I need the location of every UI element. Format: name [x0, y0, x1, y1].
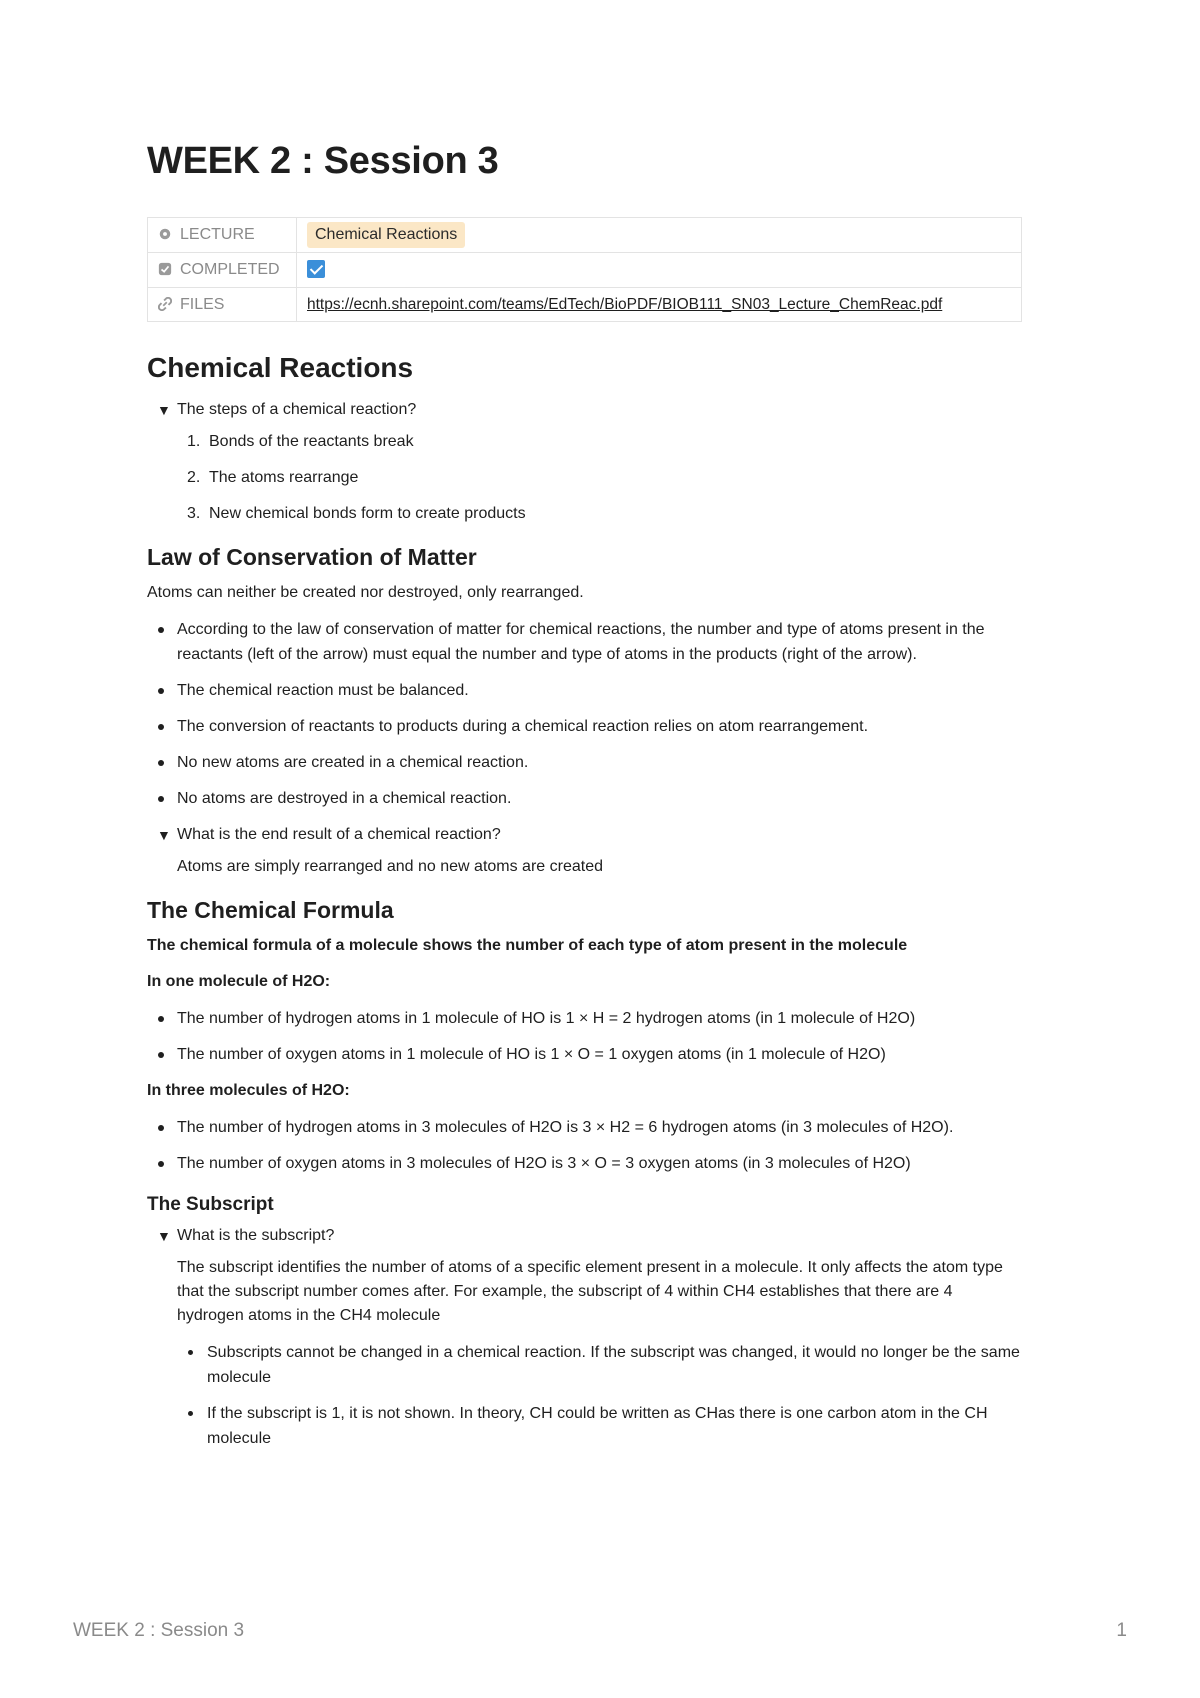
conservation-intro: Atoms can neither be created nor destroyed, only rearranged. [147, 584, 584, 601]
toggle-subscript-body [147, 1256, 1022, 1451]
property-key-files [148, 288, 297, 322]
formula-lead: The chemical formula of a molecule shows the number of each type of atom present in the molecule [147, 937, 908, 954]
list-item [177, 502, 1022, 526]
list-item: According to the law of conservation of matter for chemical reactions, the number and type of atoms present in the reactants (left of the arrow) must equal the number and type of atoms in the products (right of the arrow). [147, 617, 1022, 667]
subscript-list [177, 1340, 1022, 1451]
list-item: The number of oxygen atoms in 3 molecules of H2O is 3 × O = 3 oxygen atoms (in 3 molecules of H2O) [147, 1151, 1022, 1176]
page-content [147, 140, 1022, 1469]
property-key-lecture [148, 218, 297, 253]
toggle-end-result-body [147, 855, 1022, 879]
toggle-triangle-icon[interactable]: ▼ [157, 827, 171, 843]
list-item: The conversion of reactants to products during a chemical reaction relies on atom rearrangement. [147, 714, 1022, 739]
lecture-tag[interactable]: Chemical Reactions [307, 222, 465, 248]
property-label: LECTURE [180, 226, 255, 243]
list-item [177, 430, 1022, 454]
property-key-completed [148, 253, 297, 288]
three-molecules-label: In three molecules of H2O: [147, 1082, 350, 1099]
heading-conservation: Law of Conservation of Matter [147, 544, 477, 570]
list-item: The number of oxygen atoms in 1 molecule of HO is 1 × O = 1 oxygen atoms (in 1 molecule of H2O) [147, 1042, 1022, 1067]
toggle-end-result[interactable] [147, 823, 1022, 847]
list-number: 2. [187, 469, 201, 486]
list-item: Subscripts cannot be changed in a chemical reaction. If the subscript was changed, it would no longer be the same molecule [177, 1340, 1022, 1390]
page-number: 1 [1116, 1620, 1127, 1641]
section-chemical-reactions [147, 352, 1022, 526]
list-item: The number of hydrogen atoms in 3 molecules of H2O is 3 × H2 = 6 hydrogen atoms (in 3 molecules of H2O). [147, 1115, 1022, 1140]
toggle-steps-body [147, 430, 1022, 526]
list-text: Bonds of the reactants break [209, 433, 414, 450]
property-value-completed[interactable] [297, 253, 1022, 288]
toggle-triangle-icon[interactable]: ▼ [157, 402, 171, 418]
section-conservation [147, 544, 1022, 879]
one-molecule-label: In one molecule of H2O: [147, 973, 331, 990]
list-text: The atoms rearrange [209, 469, 359, 486]
property-value-lecture[interactable] [297, 218, 1022, 253]
property-value-files [297, 288, 1022, 322]
toggle-label: What is the subscript? [177, 1227, 335, 1244]
property-lecture [148, 218, 1022, 253]
list-number: 3. [187, 505, 201, 522]
list-number: 1. [187, 433, 201, 450]
conservation-list [147, 617, 1022, 811]
property-files [148, 288, 1022, 322]
toggle-label: The steps of a chemical reaction? [177, 401, 417, 418]
page-footer [73, 1620, 1127, 1642]
one-molecule-list [147, 1006, 1022, 1067]
property-label: FILES [180, 295, 225, 313]
gear-icon [158, 227, 172, 241]
list-item: If the subscript is 1, it is not shown. In theory, CH could be written as CHas there is one carbon atom in the CH molecule [177, 1401, 1022, 1451]
toggle-steps[interactable] [147, 398, 1022, 422]
heading-subscript: The Subscript [147, 1194, 274, 1215]
list-item: The number of hydrogen atoms in 1 molecule of HO is 1 × H = 2 hydrogen atoms (in 1 molecule of H2O) [147, 1006, 1022, 1031]
section-chemical-formula [147, 897, 1022, 1176]
list-item [177, 466, 1022, 490]
files-link[interactable]: https://ecnh.sharepoint.com/teams/EdTech/BioPDF/BIOB111_SN03_Lecture_ChemReac.pdf [307, 295, 943, 313]
property-completed [148, 253, 1022, 288]
link-icon [158, 297, 172, 311]
toggle-answer: Atoms are simply rearranged and no new atoms are created [177, 858, 603, 875]
footer-title: WEEK 2 : Session 3 [73, 1620, 245, 1641]
toggle-triangle-icon[interactable]: ▼ [157, 1228, 171, 1244]
completed-checkbox[interactable] [307, 260, 325, 278]
steps-list [177, 430, 1022, 526]
toggle-label: What is the end result of a chemical reaction? [177, 826, 501, 843]
three-molecules-list [147, 1115, 1022, 1176]
heading-chemical-formula: The Chemical Formula [147, 897, 394, 923]
section-subscript [147, 1194, 1022, 1451]
list-text: New chemical bonds form to create products [209, 505, 526, 522]
properties-table [147, 217, 1022, 322]
page-title: WEEK 2 : Session 3 [147, 140, 499, 182]
property-label: COMPLETED [180, 261, 280, 278]
checkbox-icon [158, 262, 172, 276]
toggle-subscript[interactable] [147, 1224, 1022, 1248]
list-item: No atoms are destroyed in a chemical reaction. [147, 786, 1022, 811]
list-item: The chemical reaction must be balanced. [147, 678, 1022, 703]
heading-chemical-reactions: Chemical Reactions [147, 352, 414, 383]
list-item: No new atoms are created in a chemical reaction. [147, 750, 1022, 775]
toggle-answer: The subscript identifies the number of atoms of a specific element present in a molecule. It only affects the atom type that the subscript number comes after. For example, the subscript of 4 within CH4 establishes that there are 4 hydrogen atoms in the CH4 molecule [177, 1259, 1003, 1324]
